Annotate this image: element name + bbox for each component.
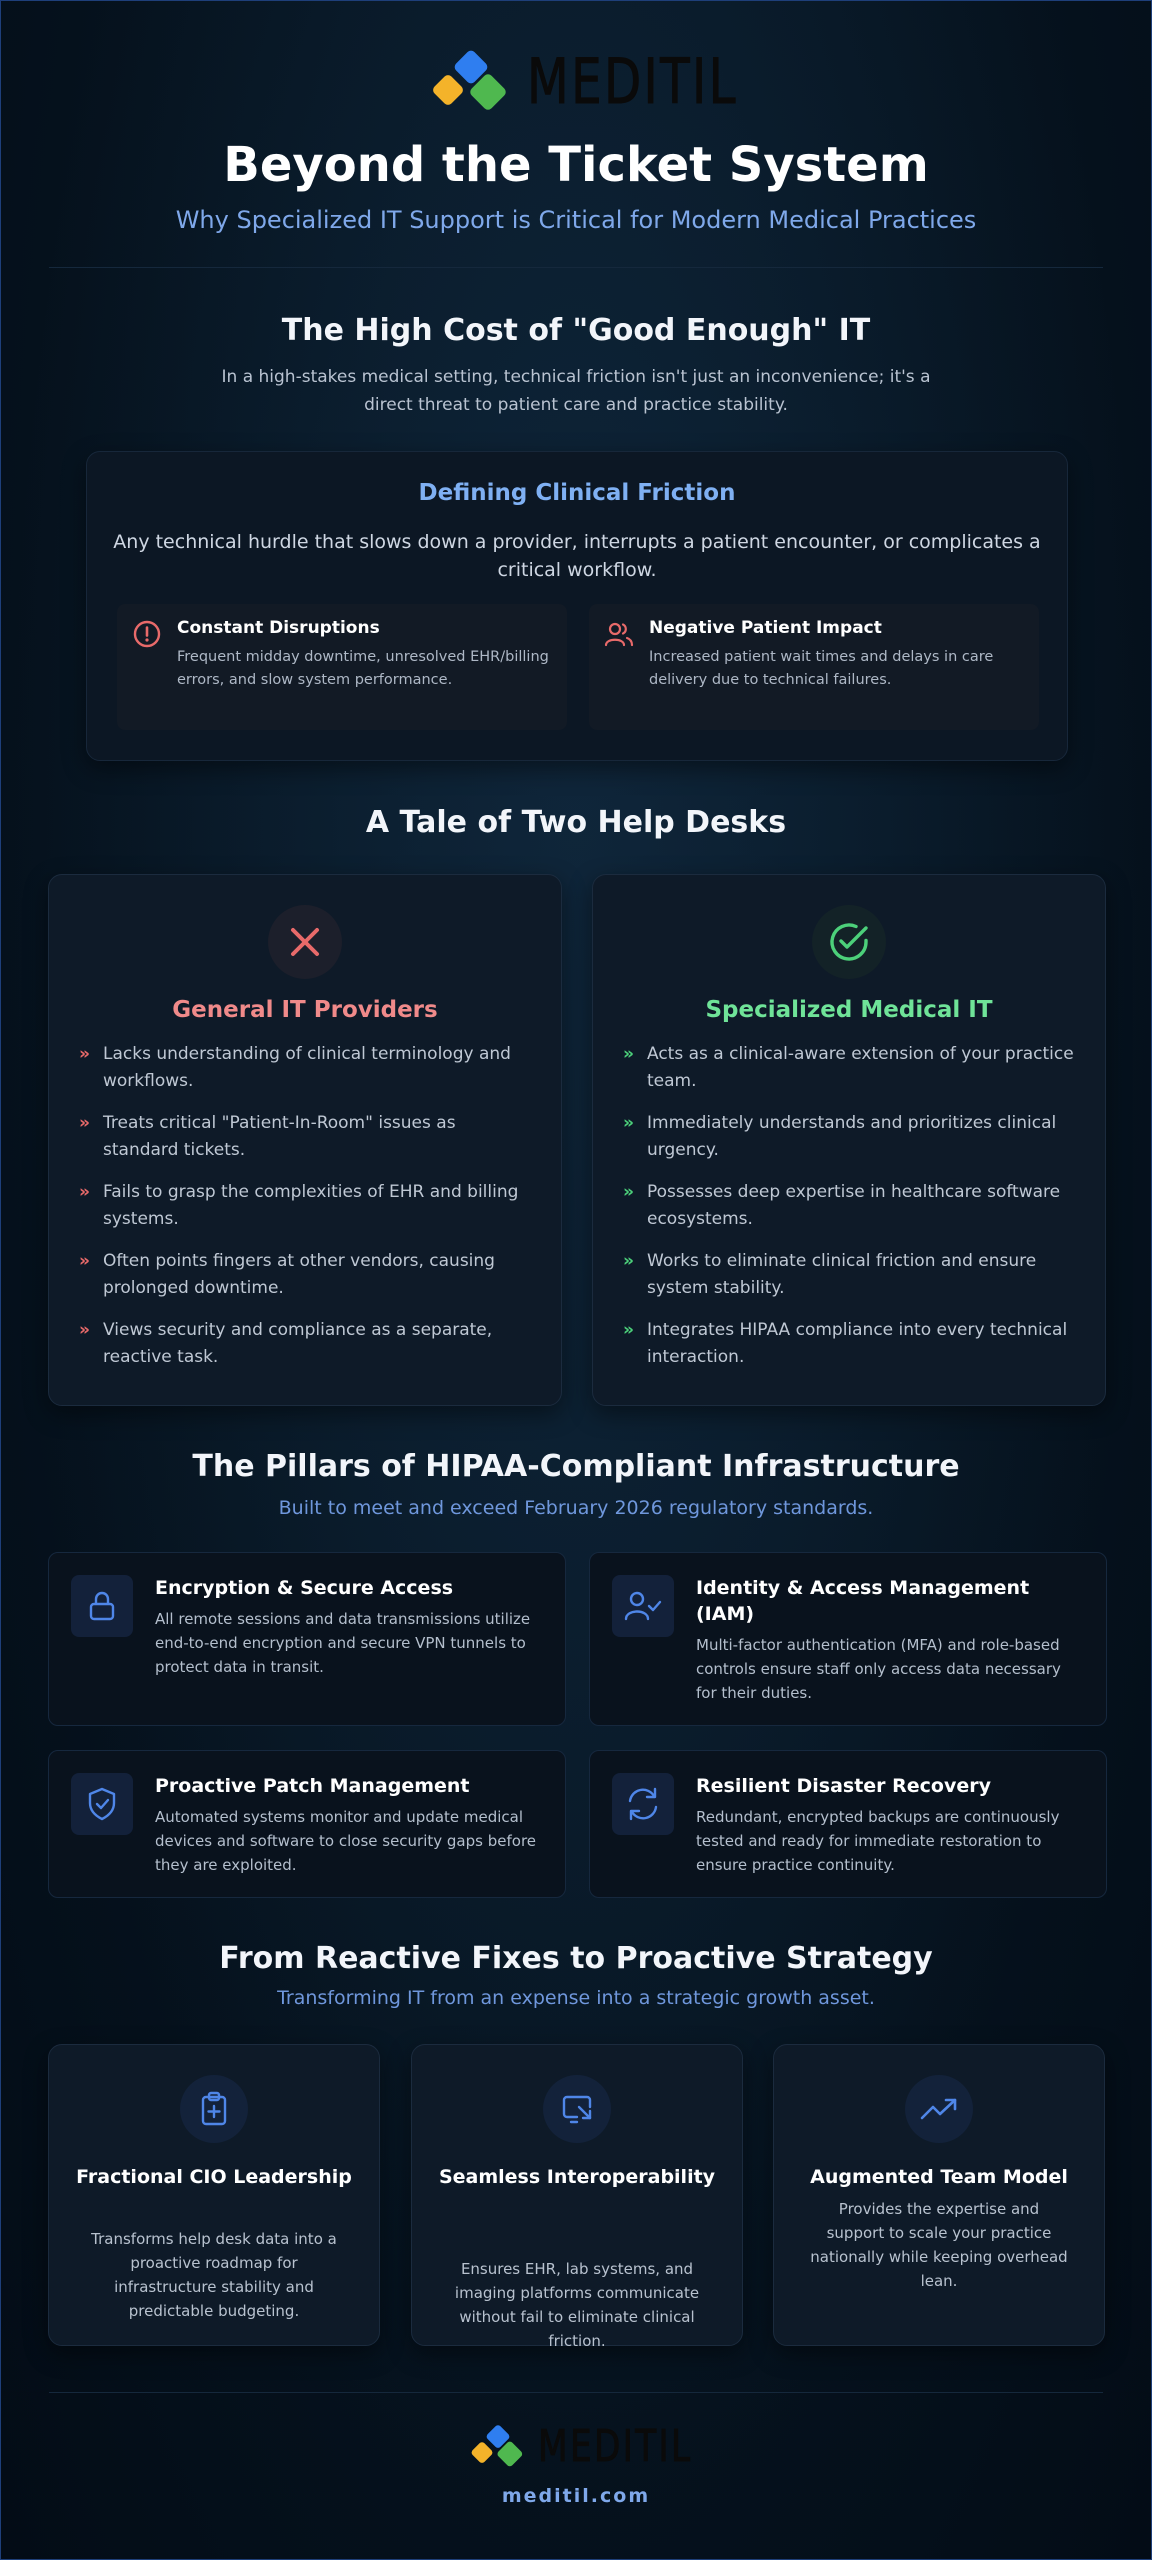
specialized-it-list (623, 1041, 1075, 1386)
users-icon (603, 618, 635, 650)
clipboard-plus-icon (198, 2091, 230, 2127)
specialized-it-title: Specialized Medical IT (705, 997, 993, 1023)
pillar-desc: Multi-factor authentication (MFA) and role-based controls ensure staff only access data necessary for their duties. (696, 1636, 1061, 1702)
general-it-title: General IT Providers (172, 997, 438, 1023)
pillar-iam (589, 1552, 1107, 1726)
lock-icon (85, 1589, 119, 1623)
list-item: » Immediately understands and prioritizes clinical urgency. (623, 1113, 1057, 1160)
friction-title: Defining Clinical Friction (418, 480, 736, 506)
strategy-desc: Transforms help desk data into a proactive roadmap for infrastructure stability and predictable budgeting. (91, 2230, 337, 2320)
strategy-icon-circle (543, 2075, 611, 2143)
list-item: » Works to eliminate clinical friction and ensure system stability. (623, 1251, 1037, 1298)
pillars-subheading: Built to meet and exceed February 2026 regulatory standards. (278, 1497, 874, 1519)
list-item: » Views security and compliance as a separate, reactive task. (79, 1320, 493, 1367)
shield-check-icon (85, 1786, 119, 1822)
pillar-title: Proactive Patch Management (155, 1775, 470, 1797)
cost-lead: In a high-stakes medical setting, technical friction isn't just an inconvenience; it's a direct threat to patient care and practice stability. (221, 367, 931, 415)
strategy-title: Seamless Interoperability (438, 2166, 716, 2188)
pillar-encryption (48, 1552, 566, 1726)
strategy-heading: From Reactive Fixes to Proactive Strategy (219, 1941, 933, 1976)
list-item: » Lacks understanding of clinical terminology and workflows. (79, 1044, 511, 1091)
strategy-title: Augmented Team Model (810, 2166, 1068, 2188)
pillar-desc: Automated systems monitor and update medical devices and software to close security gaps before they are exploited. (155, 1808, 537, 1874)
strategy-card-cio (48, 2044, 380, 2346)
friction-definition: Any technical hurdle that slows down a provider, interrupts a patient encounter, or complicates a critical workflow. (113, 531, 1041, 581)
screen-share-icon (559, 2092, 595, 2126)
friction-item-patient-impact (589, 604, 1039, 730)
friction-item-title: Negative Patient Impact (649, 618, 882, 638)
logo-mark-icon (466, 2423, 530, 2471)
pillar-patch-management (48, 1750, 566, 1898)
list-item: » Possesses deep expertise in healthcare software ecosystems. (623, 1182, 1061, 1229)
strategy-desc: Provides the expertise and support to scale your practice nationally while keeping overhead lean. (810, 2200, 1068, 2290)
pillar-desc: Redundant, encrypted backups are continuously tested and ready for immediate restoration to ensure practice continuity. (696, 1808, 1060, 1874)
footer-logo (1, 2421, 1151, 2472)
friction-item-title: Constant Disruptions (177, 618, 380, 638)
trending-up-icon (919, 2094, 959, 2124)
x-badge (268, 905, 342, 979)
pillar-icon-box (612, 1575, 674, 1637)
refresh-icon (624, 1786, 662, 1822)
list-item: » Fails to grasp the complexities of EHR and billing systems. (79, 1182, 519, 1229)
cost-heading: The High Cost of "Good Enough" IT (281, 313, 871, 348)
strategy-icon-circle (905, 2075, 973, 2143)
list-item: » Treats critical "Patient-In-Room" issues as standard tickets. (79, 1113, 456, 1160)
pillar-icon-box (71, 1575, 133, 1637)
friction-item-desc: Increased patient wait times and delays in care delivery due to technical failures. (649, 649, 994, 688)
friction-item-disruptions (117, 604, 567, 730)
header-logo (1, 45, 1151, 118)
general-it-card (48, 874, 562, 1406)
strategy-subheading: Transforming IT from an expense into a strategic growth asset. (277, 1987, 875, 2009)
list-item: » Acts as a clinical-aware extension of your practice team. (623, 1044, 1074, 1091)
pillar-icon-box (612, 1773, 674, 1835)
strategy-card-augmented-team (773, 2044, 1105, 2346)
check-badge (812, 905, 886, 979)
divider (49, 267, 1103, 268)
logo-mark-icon (425, 48, 517, 116)
strategy-desc: Ensures EHR, lab systems, and imaging platforms communicate without fail to eliminate clinical friction. (454, 2260, 700, 2350)
specialized-it-card (592, 874, 1106, 1406)
pillar-disaster-recovery (589, 1750, 1107, 1898)
list-item: » Often points fingers at other vendors, causing prolonged downtime. (79, 1251, 495, 1298)
strategy-icon-circle (180, 2075, 248, 2143)
page-title: Beyond the Ticket System (223, 137, 929, 193)
clinical-friction-card (86, 451, 1068, 761)
page-subtitle: Why Specialized IT Support is Critical for Modern Medical Practices (175, 206, 977, 234)
pillar-desc: All remote sessions and data transmissions utilize end-to-end encryption and secure VPN tunnels to protect data in transit. (155, 1610, 531, 1676)
list-item: » Integrates HIPAA compliance into every technical interaction. (623, 1320, 1068, 1367)
desks-heading: A Tale of Two Help Desks (365, 805, 787, 840)
logo-wordmark: MEDITIL (538, 2421, 693, 2472)
pillars-heading: The Pillars of HIPAA-Compliant Infrastructure (192, 1449, 960, 1484)
user-check-icon (624, 1589, 662, 1623)
divider (49, 2392, 1103, 2393)
pillar-title: Encryption & Secure Access (155, 1577, 454, 1599)
logo-wordmark: MEDITIL (526, 45, 738, 118)
alert-circle-icon (131, 618, 163, 650)
strategy-card-interoperability (411, 2044, 743, 2350)
pillar-title: Identity & Access Management (IAM) (696, 1577, 1030, 1625)
pillar-icon-box (71, 1773, 133, 1835)
friction-item-desc: Frequent midday downtime, unresolved EHR/billing errors, and slow system performance. (177, 649, 549, 688)
footer-url-link[interactable]: meditil.com (501, 2485, 651, 2507)
x-icon (285, 922, 325, 962)
check-circle-icon (826, 919, 872, 965)
strategy-title: Fractional CIO Leadership (76, 2166, 352, 2188)
general-it-list (79, 1041, 531, 1386)
pillar-title: Resilient Disaster Recovery (696, 1775, 992, 1797)
